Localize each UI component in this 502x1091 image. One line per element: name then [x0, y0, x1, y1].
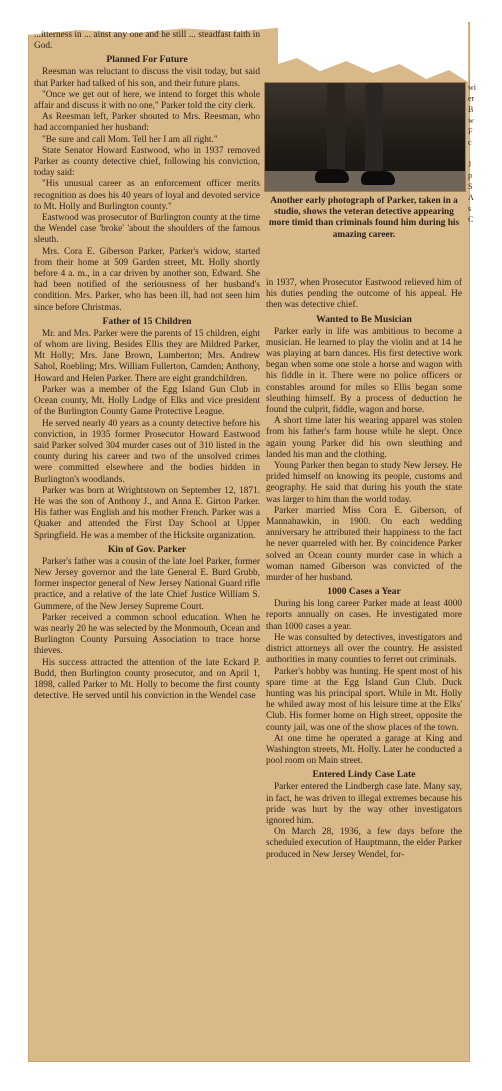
shoe-left — [315, 169, 349, 183]
paragraph: During his long career Parker made at least 4000 reports annually on cases. He investigated more than 1000 cases a year. — [266, 599, 462, 632]
edge-text: F — [468, 127, 473, 136]
heading-musician: Wanted to Be Musician — [316, 313, 412, 325]
paragraph: As Reesman left, Parker shouted to Mrs. Reesman, who had accompanied her husband: — [34, 112, 260, 134]
heading-kin: Kin of Gov. Parker — [107, 543, 187, 555]
edge-text: c — [468, 138, 472, 147]
edge-text: s — [468, 204, 472, 213]
edge-text: S — [468, 182, 473, 191]
photo-caption: Another early photograph of Parker, taken in a studio, shows the veteran detective appearing more timid than criminals found him during his amazing career. — [268, 196, 460, 240]
heading-father: Father of 15 Children — [102, 315, 192, 327]
edge-text: wi — [468, 83, 476, 92]
edge-text: p — [468, 171, 472, 180]
paragraph: "His unusual career as an enforcement officer merits recognition as does his 40 years of loyal and devoted service to Mt. Holly and Burlington county." — [34, 179, 260, 212]
edge-text: er — [468, 94, 475, 103]
paragraph: Parker was a member of the Egg Island Gun Club in Ocean county, Mt. Holly Lodge of Elks and vice president of the Burlington County Game Protective League. — [34, 384, 260, 418]
paragraph: "Once we get out of here, we intend to forget this whole affair and discuss it with no one," Parker told the city clerk. — [34, 89, 260, 112]
paragraph: He served nearly 40 years as a county detective before his conviction, in 1935 former Prosecutor Howard Eastwood said Parker solved 304 murder cases out of 310 listed in the county during his career and two of the unsolved crimes were committed elsewhere and the bodies hidden in Burlington's woodlands. — [34, 418, 260, 485]
paragraph: He was consulted by detectives, investigators and district attorneys all over the country. He assisted authorities in many counties to ferret out criminals. — [266, 632, 462, 666]
photograph — [264, 82, 466, 192]
paragraph: On March 28, 1936, a few days before the scheduled execution of Hauptmann, the elder Parker produced in New Jersey Wendel, for- — [266, 827, 462, 860]
torn-photo-edge — [278, 22, 468, 82]
paragraph: Parker entered the Lindbergh case late. Many say, in fact, he was driven to illegal extremes because his pride was hurt by the way other investigators ignored him. — [266, 782, 462, 826]
leg-right — [365, 83, 383, 175]
paragraph: Parker was born at Wrightstown on September 12, 1871. He was the son of Anthony J., and Anna E. Girton Parker. His father was English and his mother French. Parker was a Quaker and attended the First Day School at Upper Springfield. He was a member of the Hicksite organization. — [34, 485, 260, 541]
paragraph: State Senator Howard Eastwood, who in 1937 removed Parker as county detective chief, following his conviction, today said: — [34, 145, 260, 179]
paragraph: His success attracted the attention of the late Eckard P. Budd, then Burlington county prosecutor, and on April 1, 1898, called Parker to Mt. Holly to become the first county detective. He served until his conviction in the Wendel case — [34, 657, 260, 702]
paragraph: At one time he operated a garage at King and Washington streets, Mt. Holly. Later he conducted a pool room on Main street. — [266, 733, 462, 767]
heading-lindy: Entered Lindy Case Late — [312, 769, 416, 781]
adjacent-column-fragment — [468, 82, 502, 282]
paragraph: Mrs. Cora E. Giberson Parker, Parker's widow, started from their home at 509 Garden street, Mt. Holly shortly before 4 a. m., in a car driven by another son, Edward. She had been notified of the seriousness of her husband's condition. Mrs. Parker, who has been ill, had not seen him since before Christmas. — [34, 246, 260, 313]
paragraph: Parker's father was a cousin of the late Joel Parker, former New Jersey governor and the late General E. Burd Grubb, former inspector general of New Jersey National Guard rifle practice, and a relative of the late Chief Justice William S. Gummere, of the New Jersey Supreme Court. — [34, 556, 260, 612]
edge-text: A — [468, 193, 474, 202]
paragraph: Eastwood was prosecutor of Burlington county at the time the Wendel case 'broke' 'about the shoulders of the famous sleuth. — [34, 213, 260, 246]
paragraph: "Be sure and call Mom. Tell her I am all right." — [42, 134, 218, 145]
paragraph: Reesman was reluctant to discuss the visit today, but said that Parker had talked of his son, and their future plans. — [34, 67, 260, 89]
paragraph: Parker early in life was ambitious to become a musician. He learned to play the violin and at 14 he was playing at barn dances. His first detective work began when some one stole a horse and wagon with his fiddle in it. There were no police officers or constables around for miles so Ellis began some sleuthing himself. By a process of deduction he found the culprit, fiddle, wagon and horse. — [266, 326, 462, 416]
leg-left — [327, 83, 345, 175]
paragraph: Parker's hobby was hunting. He spent most of his spare time at the Egg Island Gun Club. Duck hunting was his principal sport. While in Mt. Holly he whiled away most of his leisure time at the Elks' Club. His former home on High street, opposite the county jail, was one of the show places of the town. — [266, 666, 462, 733]
paragraph: Parker received a common school education. When he was nearly 20 he was selected by the Monmouth, Ocean and Burlington County Pursuing Association to trace horse thieves. — [34, 612, 260, 657]
paragraph: A short time later his wearing apparel was stolen from his father's farm house while he slept. Once again young Parker did his own sleuthing and landed his man and the clothing. — [266, 416, 462, 460]
paragraph: Mr. and Mrs. Parker were the parents of 15 children, eight of whom are living. Besides Ellis they are Mildred Parker, Mt Holly; Mrs. Jane Brown, Lumberton; Mrs. Andrew Sahol, Roebling; Mrs. William Fullerton, Camden; Anthony, Howard and Helen Parker. There are eight grandchildren. — [34, 328, 260, 384]
heading-cases: 1000 Cases a Year — [327, 586, 401, 598]
edge-text — [468, 148, 502, 159]
paragraph: Parker married Miss Cora E. Giberson, of Mannahawkin, in 1900. On each wedding anniversary he attributed their happiness to the fact he never quarreled with her. By coincidence Parker solved an Ocean county murder case in which a woman named Giberson was convicted of the murder of her husband. — [266, 505, 462, 584]
continued-paragraph: in 1937, when Prosecutor Eastwood relieved him of his duties pending the outcome of his appeal. He then was detective chief. — [266, 278, 462, 311]
edge-text: w — [468, 116, 474, 125]
edge-text: C — [468, 215, 474, 224]
newspaper-clipping — [28, 22, 476, 1062]
heading-planned: Planned For Future — [106, 54, 188, 66]
shoe-right — [361, 171, 395, 185]
edge-text: J — [468, 160, 472, 169]
top-fragment: ...itterness in ... ainst any one and he still ... steadfast faith in God. — [34, 30, 260, 52]
right-column — [266, 278, 462, 861]
paragraph: Young Parker then began to study New Jersey. He prided himself on knowing its people, customs and geography. He said that during his youth the state was larger to him than the world today. — [266, 461, 462, 505]
edge-text: B — [468, 105, 474, 114]
left-column — [34, 22, 260, 702]
